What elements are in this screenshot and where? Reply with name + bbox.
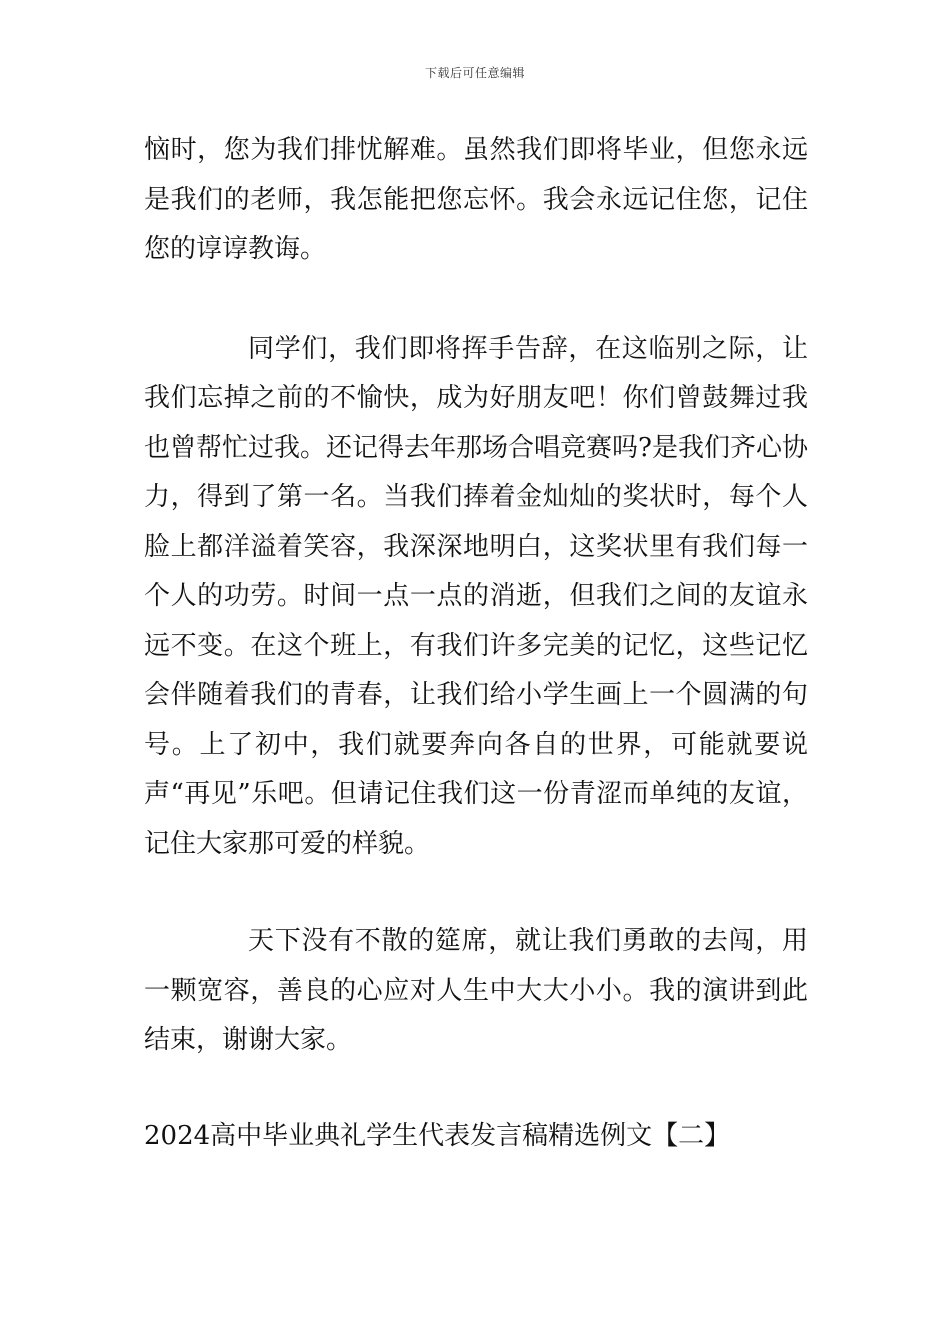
paragraph-spacer: [144, 1066, 808, 1112]
section-heading: 2024高中毕业典礼学生代表发言稿精选例文【二】: [144, 1120, 731, 1151]
document-body: [144, 126, 808, 1161]
page-header: 下载后可任意编辑: [424, 66, 525, 80]
paragraph-1: 恼时，您为我们排忧解难。虽然我们即将毕业，但您永远是我们的老师，我怎能把您忘怀。我会永远记住您，记住您的谆谆教诲。: [144, 135, 808, 264]
paragraph-2: 同学们，我们即将挥手告辞，在这临别之际，让我们忘掉之前的不愉快，成为好朋友吧！你们曾鼓舞过我也曾帮忙过我。还记得去年那场合唱竞赛吗?是我们齐心协力，得到了第一名。当我们捧着金灿灿的奖状时，每个人脸上都洋溢着笑容，我深深地明白，这奖状里有我们每一个人的功劳。时间一点一点的消逝，但我们之间的友谊永远不变。在这个班上，有我们许多完美的记忆，这些记忆会伴随着我们的青春，让我们给小学生画上一个圆满的句号。上了初中，我们就要奔向各自的世界，可能就要说声“再见”乐吧。但请记住我们这一份青涩而单纯的友谊，记住大家那可爱的样貌。: [144, 333, 808, 859]
paragraph-spacer: [144, 869, 808, 917]
paragraph-3: 天下没有不散的筵席，就让我们勇敢的去闯，用一颗宽容，善良的心应对人生中大大小小。我的演讲到此结束，谢谢大家。: [144, 926, 808, 1055]
paragraph-spacer: [144, 275, 808, 325]
